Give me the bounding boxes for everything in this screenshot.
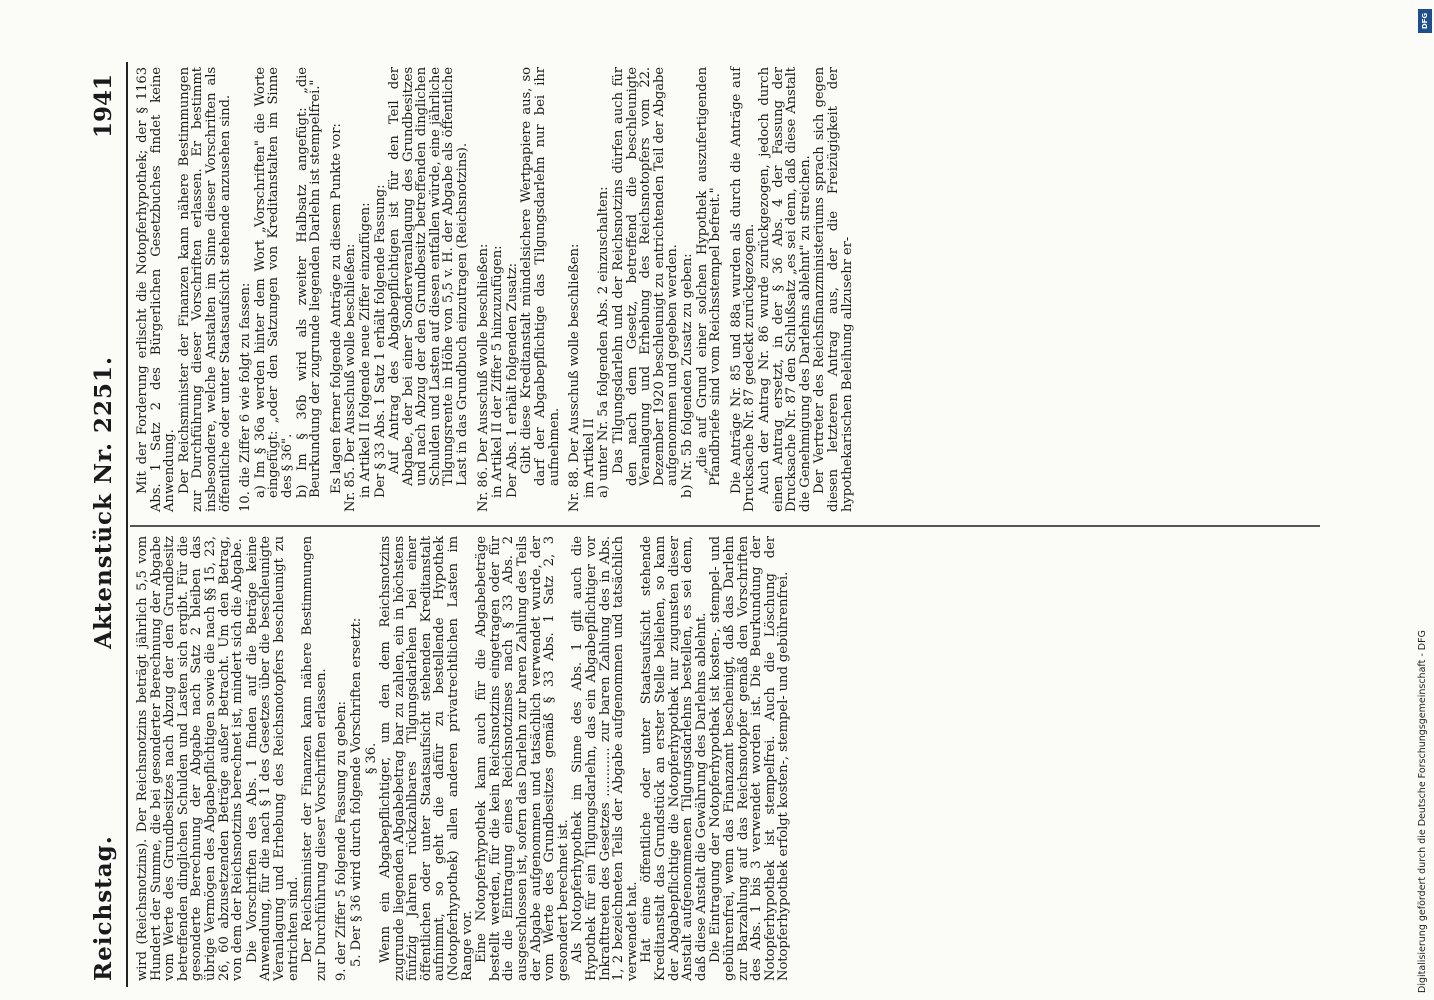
header-reichstag: Reichstag. [90, 835, 117, 981]
paragraph: 9. der Ziffer 5 folgende Fassung zu geben: [334, 701, 350, 981]
paragraph: Gibt diese Kreditanstalt mündelsichere Wertpapiere aus, so darf der Abgabepflichtige das Tilgungsdarlehn nur bei ihr aufnehmen. [519, 67, 562, 486]
credit-text: Digitalisierung gefördert durch die Deutsche Forschungsgemeinschaft - DFG [1417, 630, 1428, 993]
paragraph: Auf Antrag des Abgabepflichtigen ist für den Teil der Abgabe, der bei einer Sonderveranlagung des Grundbesitzes und nach Abzug der den Grundbesitz betreffenden dinglichen Schulden und Lasten auf diesen entfallen würde, eine jährliche Tilgungsrente in Höhe von 5,5 v. H. der Abgabe als öffentliche Last in das Grundbuch einzutragen (Reichsnotzins). [387, 67, 471, 486]
dfg-logo-text: DFG [1421, 12, 1429, 30]
paragraph: Die Eintragung der Notopferhypothek ist kosten-, stempel- und gebührenfrei, wenn das Finanzamt bescheinigt, daß das Darlehn zur Barzahlung auf das Reichsnotopfer gemäß den Vorschriften des Abs. 1 bis 3 verwendet worden ist. Die Beurkundung der Notopferhypothek ist stempelfrei. Auch die Löschung der Notopferhypothek erfolgt kosten-, stempel- und gebührenfrei. [708, 536, 792, 981]
paragraph: Hat eine öffentliche oder unter Staatsaufsicht stehende Kreditanstalt das Grundstück an erster Stelle beliehen, so kann der Abgabepflichtige die Notopferhypothek nur zugunsten dieser Anstalt aufgenommenen Tilgungsdarlehns bestellen, es sei denn, daß diese Anstalt die Gewährung des Darlehns ablehnt. [639, 536, 709, 981]
right-column [136, 67, 855, 512]
paragraph: Die Anträge Nr. 85 und 88a wurden als durch die Anträge auf Drucksache Nr. 87 gedeckt zurückgezogen. [728, 67, 758, 512]
paragraph: „die auf Grund einer solchen Hypothek auszufertigenden Pfandbriefe sind vom Reichsstempel befreit." [694, 67, 724, 486]
paragraph: Nr. 88. Der Ausschuß wolle beschließen: [567, 243, 583, 512]
header-rule [126, 62, 128, 987]
paragraph: Der Vertreter des Reichsfinanzministeriums sprach sich gegen diesen letzteren Antrag aus, der die Freizügigkeit der hypothekarischen Beleihung allzusehr er- [812, 67, 855, 512]
paragraph: Die Vorschriften des Abs. 1 finden auf die Beträge keine Anwendung, für die nach § 1 des Gesetzes über die beschleunigte Veranlagung und Erhebung des Reichsnotopfers beschleunigt zu entrichten sind. [244, 536, 301, 981]
paragraph: in Artikel II der Ziffer 5 hinzuzufügen: [490, 245, 506, 498]
paragraph: wird (Reichsnotzins). Der Reichsnotzins beträgt jährlich 5,5 vom Hundert der Summe, die bei gesonderter Berechnung der Abgabe vom Werte des Grundbesitzes nach Abzug der den Grundbesitz betreffenden dinglichen Schulden und Lasten sich ergibt. Für die gesonderte Berechnung der Abgabe nach Satz 2 bleiben das übrige Vermögen des Abgabepflichtigen sowie die nach §§ 15, 23, 26, 60 abzusetzenden Beträge außer Betracht. Um den Betrag, von dem der Reichsnotzins berechnet ist, mindert sich die Abgabe. [135, 536, 246, 981]
column-divider [130, 525, 1320, 527]
page-number: 1941 [90, 74, 117, 139]
header-aktenstueck: Aktenstück Nr. 2251. [90, 355, 117, 649]
paragraph: Der § 33 Abs. 1 Satz 1 erhält folgende Fassung: [372, 184, 388, 498]
left-column [136, 536, 792, 981]
paragraph: Nr. 86. Der Ausschuß wolle beschließen: [475, 243, 491, 512]
paragraph: Mit der Forderung erlischt die Notopferhypothek; der § 1163 Abs. 1 Satz 2 des Bürgerlichen Gesetzbuches findet keine Anwendung. [135, 67, 178, 512]
paragraph: Der Reichsminister der Finanzen kann nähere Bestimmungen zur Durchführung dieser Vorschriften erlassen. [300, 536, 329, 981]
rotated-document-page [80, 62, 1350, 987]
paragraph: 10. die Ziffer 6 wie folgt zu fassen: [238, 282, 254, 512]
digitization-credit [1417, 8, 1433, 993]
paragraph: Auch der Antrag Nr. 86 wurde zurückgezogen, jedoch durch einen Antrag ersetzt, in der § 36 Abs. 4 der Fassung der Drucksache Nr. 87 den Schlußsatz „es sei denn, daß diese Anstalt die Genehmigung des Darlehns ablehnt" zu streichen. [756, 67, 813, 512]
paragraph: b) Nr. 5b folgenden Zusatz zu geben: [679, 253, 695, 498]
paragraph: in Artikel II folgende neue Ziffer einzufügen: [357, 202, 373, 498]
paragraph: a) Im § 36a werden hinter dem Wort „Vorschriften" die Worte eingefügt: „oder den Satzungen von Kreditanstalten im Sinne des § 36". [252, 67, 295, 498]
paragraph: Der Reichsminister der Finanzen kann nähere Bestimmungen zur Durchführung dieser Vorschriften erlassen. Er bestimmt insbesondere, welche Anstalten im Sinne dieser Vorschriften als öffentliche oder unter Staatsaufsicht stehende anzusehen sind. [176, 67, 233, 512]
paragraph: im Artikel II [581, 418, 597, 498]
paragraph: Wenn ein Abgabepflichtiger, um den dem Reichsnotzins zugrunde liegenden Abgabebetrag bar zu zahlen, ein in höchstens fünfzig Jahren rückzahlbares Tilgungsdarlehen bei einer öffentlichen oder unter Staatsaufsicht stehenden Kreditanstalt aufnimmt, so geht die dafür zu bestellende Hypothek (Notopferhypothek) allen anderen privatrechtlichen Lasten im Range vor. [378, 536, 475, 981]
page-header [80, 62, 132, 987]
paragraph: 5. Der § 36 wird durch folgende Vorschriften ersetzt: [348, 617, 364, 967]
paragraph: Als Notopferhypothek im Sinne des Abs. 1 gilt auch die Hypothek für ein Tilgungsdarlehn, das ein Abgabepflichtiger vor Inkrafttreten des Gesetzes ............ zur baren Zahlung des in Abs. 1, 2 bezeichneten Teils der Abgabe aufgenommen und tatsächlich verwendet hat. [570, 536, 640, 981]
paragraph: Es lagen ferner folgende Anträge zu diesem Punkte vor: [328, 123, 344, 494]
paragraph: b) Im § 36b wird als zweiter Halbsatz angefügt: „die Beurkundung der zugrunde liegenden Darlehn ist stempelfrei." [294, 67, 324, 498]
paragraph: Das Tilgungsdarlehn und der Reichsnotzins dürfen auch für den nach dem Gesetz, betreffend die beschleunigte Veranlagung und Erhebung des Reichsnotopfers vom 22. Dezember 1920 beschleunigt zu entrichtenden Teil der Abgabe aufgenommen und gegeben werden. [611, 67, 681, 486]
paragraph: Nr. 85. Der Ausschuß wolle beschließen: [343, 243, 359, 512]
paragraph: § 36. [363, 742, 379, 775]
paragraph: Der Abs. 1 erhält folgenden Zusatz: [504, 263, 520, 498]
paragraph: a) unter Nr. 5a folgenden Abs. 2 einzuschalten: [596, 186, 612, 498]
paragraph: Eine Notopferhypothek kann auch für die Abgabebeträge bestellt werden, für die kein Reichsnotzins eingetragen oder für die die Eintragung eines Reichsnotzinses nach § 33 Abs. 2 ausgeschlossen ist, sofern das Darlehn zur baren Zahlung des Teils der Abgabe aufgenommen und tatsächlich verwendet wurde, der vom Werte des Grundbesitzes gemäß § 33 Abs. 1 Satz 2, 3 gesondert berechnet ist. [474, 536, 571, 981]
